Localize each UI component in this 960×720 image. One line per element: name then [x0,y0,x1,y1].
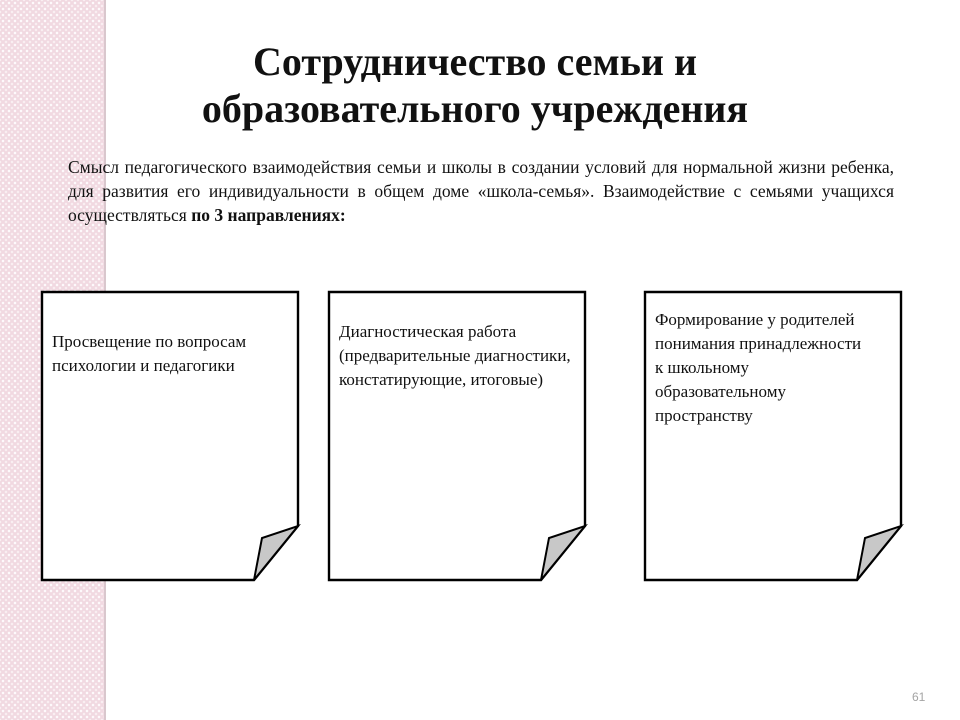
title-line-2: образовательного учреждения [201,86,749,131]
intro-text: Смысл педагогического взаимодействия семьи и школы в создании условий для нормальной жизни ребенка, для развития его индивидуальности в общем доме «школа-семья». Взаимодействие с семьями учащихся осуществляться [68,157,894,225]
direction-card-1 [40,290,302,582]
direction-card-3 [643,290,905,582]
card-2-text: Диагностическая работа (предварительные диагностики, констатирующие, итоговые) [339,322,571,389]
intro-paragraph [68,155,894,227]
slide-number: 61 [912,690,926,704]
slide-title [140,38,810,132]
direction-card-2 [327,290,589,582]
card-1-text: Просвещение по вопросам психологии и педагогики [52,332,247,375]
title-line-1: Сотрудничество семьи и [252,39,698,84]
card-3-text: Формирование у родителей понимания принадлежности к школьному образовательному пространству [655,310,862,425]
intro-bold: по 3 направлениях: [191,205,346,225]
